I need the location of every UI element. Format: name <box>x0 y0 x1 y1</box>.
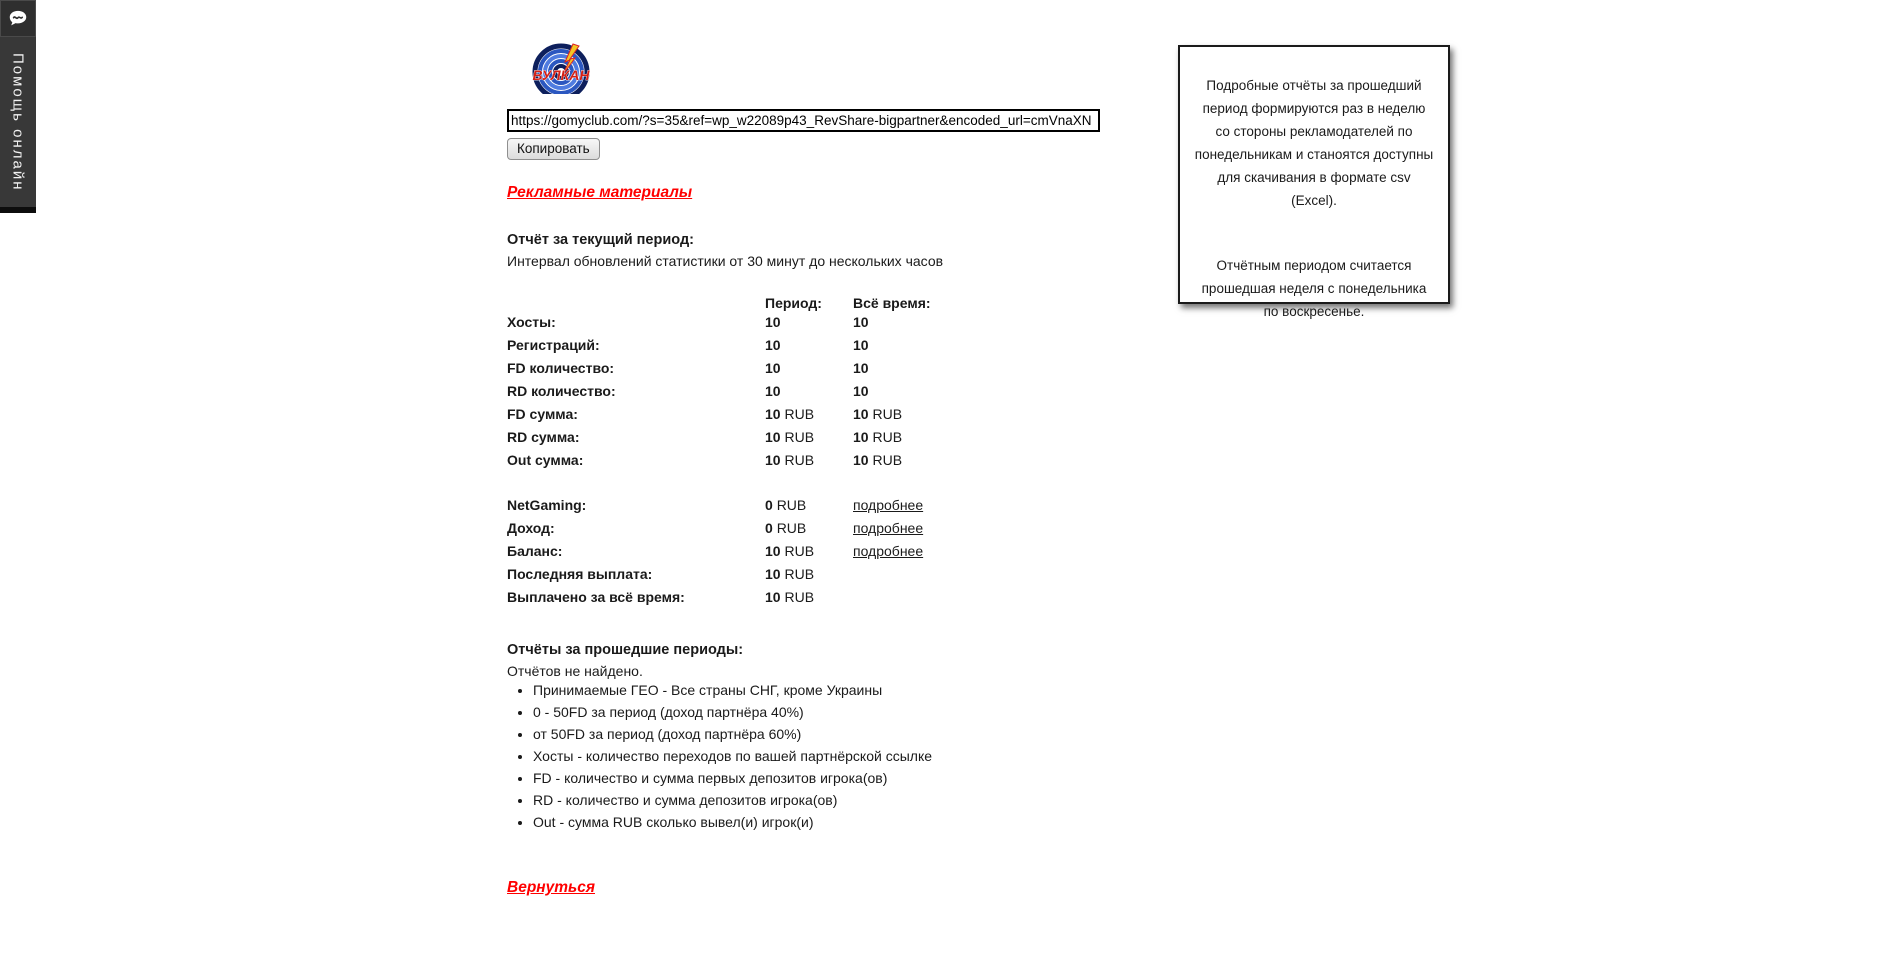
stat-row-fd-sum: FD сумма: 10 RUB 10 RUB <box>507 406 903 422</box>
info-paragraph-2: Отчётным периодом считается прошедшая неделя с понедельника по воскресенье. <box>1201 258 1427 319</box>
past-periods-empty: Отчётов не найдено. <box>507 663 643 679</box>
geo-terms-list <box>533 679 1127 745</box>
summary-row-balance: Баланс: 10 RUB подробнее <box>507 543 924 559</box>
update-interval-note: Интервал обновлений статистики от 30 минут до нескольких часов <box>507 253 944 269</box>
list-item: • RD - количество и сумма депозитов игрока(ов) <box>533 789 1127 811</box>
weekly-report-info-box <box>1178 45 1450 319</box>
stats-table <box>507 295 1127 612</box>
vulkan-logo <box>529 36 593 94</box>
info-paragraph-1: Подробные отчёты за прошедший период формируются раз в неделю со стороны рекламодателей по понедельникам и станоятся доступны для скачивания в формате csv (Excel). <box>1194 78 1434 208</box>
help-online-tab[interactable] <box>0 37 36 207</box>
chat-bubble-icon-svg <box>7 8 29 30</box>
summary-row-total-paid: Выплачено за всё время: 10 RUB <box>507 589 815 605</box>
stat-row-rd-count: RD количество: 10 10 <box>507 383 869 399</box>
summary-row-last-payout: Последняя выплата: 10 RUB <box>507 566 815 582</box>
sidebar-bottom-edge <box>0 207 36 213</box>
stat-row-hosts: Хосты: 10 10 <box>507 314 869 330</box>
stats-header-row <box>507 295 1127 314</box>
back-link[interactable]: Вернуться <box>507 879 595 896</box>
list-item: • 0 - 50FD за период (доход партнёра 40%) <box>533 701 1127 723</box>
stat-row-registrations: Регистраций: 10 10 <box>507 337 869 353</box>
copy-button[interactable]: Копировать <box>507 138 600 160</box>
definitions-list <box>533 745 1127 833</box>
promo-materials-link[interactable]: Рекламные материалы <box>507 184 693 201</box>
summary-row-netgaming: NetGaming: 0 RUB подробнее <box>507 497 924 513</box>
current-period-title: Отчёт за текущий период: <box>507 232 694 248</box>
list-item: • от 50FD за период (доход партнёра 60%) <box>533 723 1127 745</box>
balance-details-link[interactable]: подробнее <box>853 543 924 559</box>
past-periods-title: Отчёты за прошедшие периоды: <box>507 642 744 658</box>
stat-row-rd-sum: RD сумма: 10 RUB 10 RUB <box>507 429 903 445</box>
help-online-label: Помощь онлайн <box>9 52 27 192</box>
stat-row-out-sum: Out сумма: 10 RUB 10 RUB <box>507 452 903 468</box>
help-online-widget[interactable] <box>0 0 36 213</box>
chat-bubble-icon[interactable] <box>0 0 36 37</box>
list-item: • Хосты - количество переходов по вашей партнёрской ссылке <box>533 745 1127 767</box>
stat-row-fd-count: FD количество: 10 10 <box>507 360 869 376</box>
list-item: • Out - сумма RUB сколько вывел(и) игрок(и) <box>533 811 1127 833</box>
vulkan-logo-text: ВУЛКАН <box>532 67 590 83</box>
referral-link-input[interactable] <box>507 109 1100 132</box>
income-details-link[interactable]: подробнее <box>853 520 924 536</box>
list-item: • FD - количество и сумма первых депозитов игрока(ов) <box>533 767 1127 789</box>
summary-row-income: Доход: 0 RUB подробнее <box>507 520 924 536</box>
col-period: Период: <box>765 295 822 311</box>
list-item: • Принимаемые ГЕО - Все страны СНГ, кроме Украины <box>533 679 1127 701</box>
col-alltime: Всё время: <box>853 295 931 311</box>
netgaming-details-link[interactable]: подробнее <box>853 497 924 513</box>
main-content <box>507 30 1127 927</box>
